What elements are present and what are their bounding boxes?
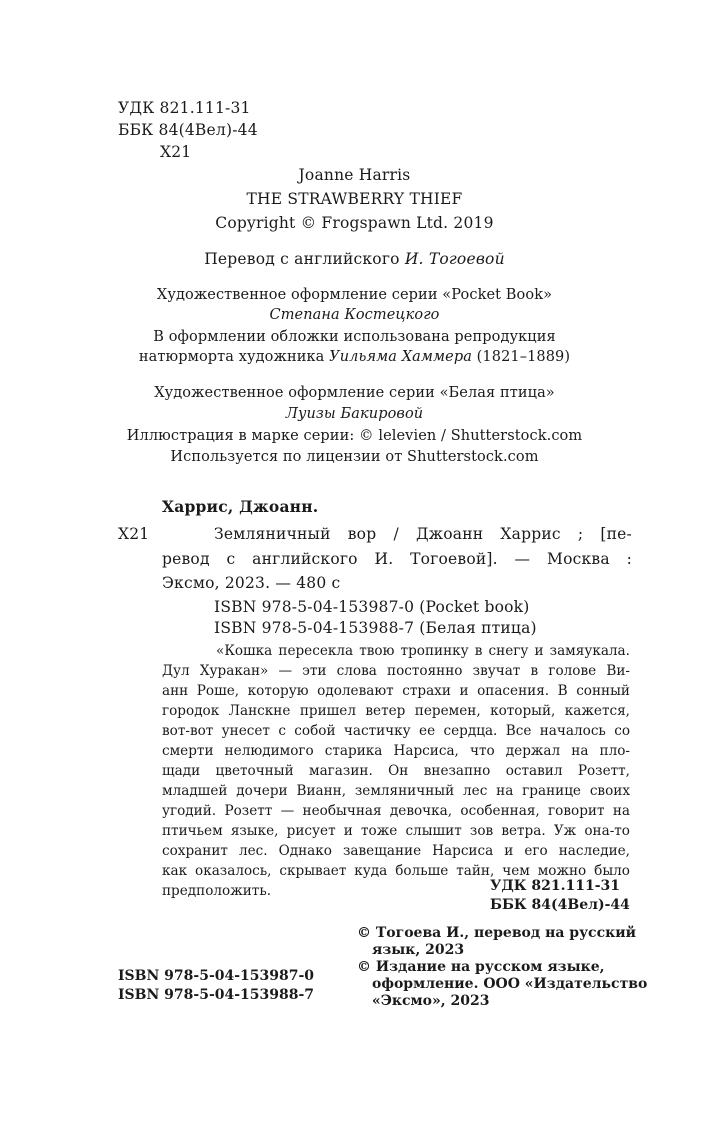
annotation-line-3: анн Роше, которую одолевают страхи и опасения. В сонный	[162, 683, 630, 699]
cover-line-1: В оформлении обложки использована репродукция	[153, 329, 556, 345]
catalog-isbn-1: ISBN 978-5-04-153987-0 (Pocket book)	[214, 598, 530, 616]
translator-name: И. Тогоевой	[404, 250, 505, 268]
footer-bbk: ББК 84(4Вел)-44	[490, 897, 630, 913]
translation-credit	[0, 249, 709, 269]
annotation-line-2: Дул Хуракан» — эти слова постоянно звучат в голове Ви-	[162, 663, 630, 679]
annotation-line-5: вот-вот унесет с собой частичку ее сердца. Все началось со	[162, 723, 630, 739]
copyright-edition-line-3: «Эксмо», 2023	[372, 993, 490, 1009]
series-white-artist-name: Луизы Бакировой	[285, 406, 424, 422]
catalog-line-1: Земляничный вор / Джоанн Харрис ; [пе-	[214, 525, 632, 543]
annotation-line-11: сохранит лес. Однако завещание Нарсиса и его наследие,	[162, 843, 630, 859]
translation-prefix: Перевод с английского	[204, 250, 400, 268]
series-pocket-artist-name: Степана Костецкого	[269, 307, 440, 323]
annotation-line-1: «Кошка пересекла твою тропинку в снегу и замяукала.	[216, 643, 630, 659]
footer-isbn-1: ISBN 978-5-04-153987-0	[118, 968, 315, 984]
original-copyright: Copyright © Frogspawn Ltd. 2019	[215, 214, 494, 232]
catalog-line-3: Эксмо, 2023. — 480 с	[162, 574, 341, 592]
copyright-translation-line-1: © Тогоева И., перевод на русский	[357, 925, 636, 941]
cover-artist: Уильяма Хаммера	[329, 349, 472, 365]
original-title: THE STRAWBERRY THIEF	[246, 190, 463, 208]
catalog-line-2: ревод с английского И. Тогоевой]. — Москва :	[162, 550, 632, 568]
annotation-line-6: смерти нелюдимого старика Нарсиса, что держал на пло-	[162, 743, 630, 759]
bbk-code: ББК 84(4Вел)-44	[118, 121, 258, 139]
annotation-line-10: птичьем языке, рисует и тоже слышит зов ветра. Уж она-то	[162, 823, 630, 839]
annotation-line-4: городок Ланскне пришел ветер перемен, который, кажется,	[162, 703, 630, 719]
annotation-line-13: предположить.	[162, 883, 272, 899]
annotation-line-12: как оказалось, скрывает куда больше тайн, чем можно было	[162, 863, 630, 879]
cover-years: (1821–1889)	[476, 349, 571, 365]
illustration-line: Иллюстрация в марке серии: © lelevien / Shutterstock.com	[126, 428, 583, 444]
udk-code: УДК 821.111-31	[118, 99, 251, 117]
series-pocket-artist	[0, 305, 709, 325]
cover-line-2-prefix: натюрморта художника	[138, 349, 325, 365]
copyright-edition-line-2: оформление. ООО «Издательство	[372, 976, 648, 992]
series-white-artist	[0, 404, 709, 424]
series-white-line: Художественное оформление серии «Белая птица»	[154, 385, 555, 401]
footer-isbn-2: ISBN 978-5-04-153988-7	[118, 987, 315, 1003]
annotation-line-9: угодий. Розетт — необычная девочка, особенная, говорит на	[162, 803, 630, 819]
author-mark: Х21	[160, 143, 192, 161]
original-author: Joanne Harris	[298, 166, 411, 184]
cover-line-2	[0, 347, 709, 367]
annotation-line-8: младшей дочери Вианн, земляничный лес на границе своих	[162, 783, 630, 799]
license-line: Используется по лицензии от Shutterstock.com	[170, 449, 539, 465]
copyright-translation-line-2: язык, 2023	[372, 942, 465, 958]
footer-udk: УДК 821.111-31	[490, 878, 621, 894]
series-pocket-line: Художественное оформление серии «Pocket Book»	[156, 287, 553, 303]
catalog-heading: Харрис, Джоанн.	[162, 497, 319, 516]
copyright-edition-line-1: © Издание на русском языке,	[357, 959, 605, 975]
catalog-isbn-2: ISBN 978-5-04-153988-7 (Белая птица)	[214, 619, 537, 637]
catalog-mark: Х21	[118, 525, 150, 543]
annotation-line-7: щади цветочный магазин. Он внезапно оставил Розетт,	[162, 763, 630, 779]
